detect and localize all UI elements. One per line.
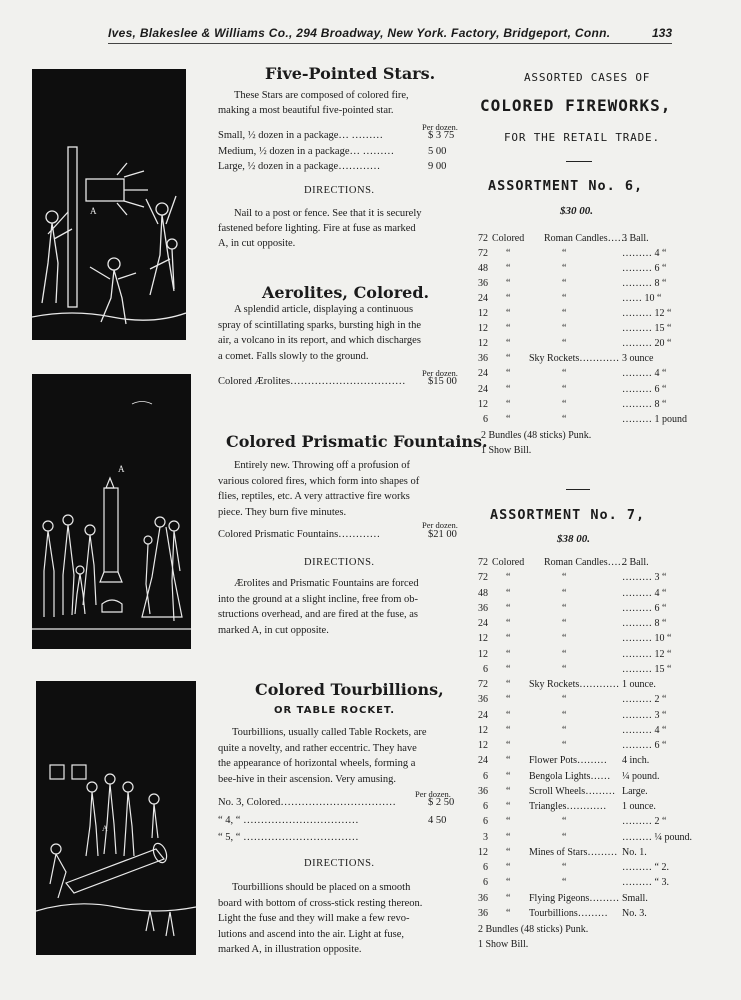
assortment7-c: ……… 10 “	[622, 633, 672, 645]
assortment7-a: “	[506, 663, 511, 675]
fountains-directions-line: into the ground at a slight incline, free from ob-	[218, 593, 419, 605]
assortment7-row	[474, 725, 690, 739]
assortment7-c: 2 Ball.	[622, 557, 649, 568]
assortment7-b: “	[562, 724, 567, 736]
aerolites-description-line: A splendid article, displaying a continuous	[234, 304, 414, 315]
assortment6-a: “	[506, 293, 511, 305]
assortment7-q: 36	[478, 602, 488, 614]
tourbillions-price-value: $ 2 50	[428, 797, 455, 808]
assortment6-q: 48	[478, 263, 488, 275]
fountain-marker-a: A	[118, 464, 125, 474]
tourbillions-directions-line: marked A, in illustration opposite.	[218, 944, 362, 956]
header-rule	[108, 43, 672, 44]
assortment6-footer-2: 1 Show Bill.	[481, 445, 532, 456]
assortment7-c: ……… ¼ pound.	[622, 831, 692, 843]
assortment7-row	[474, 664, 690, 678]
assortment7-a: “	[506, 816, 511, 828]
assortment7-c: ……… 3 “	[622, 709, 667, 721]
aerolites-description-line: spray of scintillating sparks, bursting high in the	[218, 319, 421, 331]
assortment7-q: 72	[478, 572, 488, 584]
assortment7-c: 1 ounce.	[622, 679, 656, 690]
fountain-scene-drawing	[32, 374, 191, 649]
assortment7-q: 6	[483, 801, 488, 812]
assortment6-b: “	[562, 248, 567, 260]
assortment7-q: 12	[478, 633, 488, 645]
stars-price-label: Large, ½ dozen in a package…………	[218, 161, 381, 172]
fountains-directions-line: structions overhead, and are fired at the fuse, as	[218, 609, 419, 621]
tourbillions-subtitle: OR TABLE ROCKET.	[274, 705, 395, 716]
assortment7-row	[474, 694, 690, 708]
assortment7-row	[474, 755, 690, 769]
assortment6-row	[474, 338, 690, 352]
assortment7-b: “	[562, 877, 567, 889]
fountains-price-label: Colored Prismatic Fountains…………	[218, 529, 381, 540]
assortment6-row	[474, 384, 690, 398]
assortment7-b: Flying Pigeons………	[529, 892, 620, 904]
assortment7-a: “	[506, 801, 511, 812]
assortment7-q: 36	[478, 785, 488, 797]
fountains-description-line: flies, reptiles, etc. A very attractive fire works	[218, 491, 410, 503]
assorted-line-2: COLORED FIREWORKS,	[480, 96, 672, 115]
assortment7-a: “	[506, 618, 511, 629]
assortment6-q: 36	[478, 353, 488, 365]
assortment7-a: “	[506, 633, 511, 645]
assortment7-c: ……… 6 “	[622, 740, 667, 751]
assortment7-row	[474, 618, 690, 632]
assortment7-row	[474, 862, 690, 876]
stars-intro-line-2: making a most beautiful five-pointed star.	[218, 105, 394, 116]
assortment6-q: 24	[478, 383, 488, 395]
assortment7-b: Roman Candles……	[544, 557, 628, 568]
assortment6-a: “	[506, 383, 511, 395]
assortment6-a: “	[506, 398, 511, 410]
assortment7-c: 1 ounce.	[622, 801, 656, 812]
assortment6-c: ……… 8 “	[622, 278, 667, 290]
tourbillions-title: Colored Tourbillions,	[255, 680, 444, 699]
assortment7-q: 36	[478, 694, 488, 706]
assortment6-a: “	[506, 338, 511, 350]
assortment7-c: ……… 12 “	[622, 648, 672, 660]
assortment7-q: 72	[478, 679, 488, 690]
assortment7-a: “	[506, 907, 511, 919]
assorted-line-3: FOR THE RETAIL TRADE.	[504, 131, 660, 144]
assortment7-footer-2: 1 Show Bill.	[478, 939, 529, 950]
assortment7-a: “	[506, 785, 511, 797]
assortment7-q: 24	[478, 709, 488, 721]
fountains-price: $21 00	[428, 529, 457, 540]
assortment6-row	[474, 233, 690, 247]
aerolites-per-dozen: Per dozen.	[422, 368, 458, 378]
assortment7-a: “	[506, 709, 511, 721]
assortment7-c: 4 inch.	[622, 755, 650, 767]
assortment6-c: ……… 4 “	[622, 248, 667, 260]
assortment6-c: …… 10 “	[622, 293, 662, 305]
assortment7-c: No. 1.	[622, 846, 647, 858]
assortment7-b: “	[562, 663, 567, 675]
assortment7-a: “	[506, 740, 511, 751]
assortment7-row	[474, 572, 690, 586]
fountains-description-line: Entirely new. Throwing off a profusion of	[234, 460, 410, 471]
page-header	[0, 26, 741, 44]
assortment7-c: ……… 3 “	[622, 572, 667, 584]
assortment6-a: “	[506, 368, 511, 380]
assortment7-a: “	[506, 770, 511, 782]
header-text: Ives, Blakeslee & Williams Co., 294 Broadway, New York. Factory, Bridgeport, Conn.	[108, 26, 611, 40]
tourbillions-directions-title: DIRECTIONS.	[304, 858, 375, 869]
assortment7-row	[474, 771, 690, 785]
assortment7-b: Flower Pots………	[529, 755, 608, 767]
assortment7-q: 12	[478, 648, 488, 660]
assortment7-q: 6	[483, 663, 488, 675]
fountains-description-line: various colored fires, which form into shapes of	[218, 475, 420, 487]
assortment6-b: “	[562, 293, 567, 305]
assortment6-b: “	[562, 338, 567, 350]
assortment7-a: “	[506, 877, 511, 889]
aerolites-title: Aerolites, Colored.	[262, 283, 430, 302]
assortment6-footer-1: 2 Bundles (48 sticks) Punk.	[481, 430, 592, 441]
stars-title: Five-Pointed Stars.	[265, 64, 436, 83]
assortment7-row	[474, 740, 690, 754]
stars-directions-title: DIRECTIONS.	[304, 185, 375, 196]
illustration-prismatic-fountain	[32, 374, 191, 649]
assortment7-row	[474, 816, 690, 830]
stars-directions-line-2: fastened before lighting. Fire at fuse as marked	[218, 223, 416, 234]
assortment7-a: “	[506, 648, 511, 660]
aerolites-description-line: a comet. Falls slowly to the ground.	[218, 350, 369, 362]
assortment7-c: ……… 15 “	[622, 663, 672, 675]
page-number: 133	[652, 26, 673, 40]
assortment7-c: ……… 6 “	[622, 602, 667, 614]
divider-1	[566, 161, 592, 162]
assortment7-b: Bengola Lights……	[529, 770, 611, 782]
assortment6-b: “	[562, 278, 567, 290]
assortment6-a: “	[506, 323, 511, 335]
assortment7-row	[474, 847, 690, 861]
assortment7-row	[474, 832, 690, 846]
assortment7-q: 48	[478, 587, 488, 599]
fountains-description-line: piece. They burn five minutes.	[218, 506, 347, 518]
assortment6-c: ……… 1 pound	[622, 413, 687, 425]
assortment6-row	[474, 308, 690, 322]
assortment7-row	[474, 710, 690, 724]
assortment7-a: “	[506, 846, 511, 858]
assortment6-b: Sky Rockets…………	[529, 353, 620, 365]
assortment6-b: “	[562, 383, 567, 395]
tourbillions-directions-line: Tourbillions should be placed on a smooth	[232, 882, 411, 893]
assortment6-q: 12	[478, 338, 488, 350]
assortment6-b: “	[562, 323, 567, 335]
fountains-title: Colored Prismatic Fountains.	[226, 432, 488, 451]
stars-directions-line-1: Nail to a post or fence. See that it is securely	[234, 208, 422, 219]
assortment7-b: “	[562, 816, 567, 828]
assortment7-a: “	[506, 724, 511, 736]
assortment7-b: Mines of Stars………	[529, 846, 618, 858]
assortment7-a: “	[506, 602, 511, 614]
assortment7-c: ……… 4 “	[622, 724, 667, 736]
assortment6-row	[474, 248, 690, 262]
assortment6-c: 3 ounce	[622, 353, 654, 365]
assortment7-c: ……… 2 “	[622, 694, 667, 706]
assortment7-row	[474, 588, 690, 602]
assortment6-q: 6	[483, 413, 488, 425]
assortment6-c: ……… 8 “	[622, 398, 667, 410]
illustration-tourbillion	[36, 681, 196, 955]
assortment7-q: 12	[478, 846, 488, 858]
assortment6-a: “	[506, 413, 511, 425]
assortment7-b: “	[562, 633, 567, 645]
divider-2	[566, 489, 590, 490]
assortment7-amount: $38 00.	[557, 533, 590, 545]
assortment7-footer-1: 2 Bundles (48 sticks) Punk.	[478, 924, 589, 935]
assortment7-row	[474, 908, 690, 922]
assortment7-b: “	[562, 740, 567, 751]
tourbillions-price-label: “ 5, “ ……………………………	[218, 832, 359, 843]
assortment6-q: 12	[478, 323, 488, 335]
assortment7-q: 36	[478, 907, 488, 919]
stars-intro-line-1: These Stars are composed of colored fire,	[234, 90, 409, 101]
assortment6-c: ……… 12 “	[622, 308, 672, 320]
stars-price-value: $ 3 75	[428, 130, 455, 141]
assortment7-row	[474, 633, 690, 647]
aerolites-price: $15 00	[428, 376, 457, 387]
assortment6-row	[474, 293, 690, 307]
stars-price-label: Medium, ½ dozen in a package… ………	[218, 145, 395, 157]
stars-price-value: 9 00	[428, 161, 447, 172]
assortment7-a: “	[506, 587, 511, 599]
assortment7-row	[474, 801, 690, 815]
assortment6-row	[474, 399, 690, 413]
assortment7-c: ¼ pound.	[622, 770, 660, 782]
assortment6-b: “	[562, 308, 567, 320]
assortment7-b: “	[562, 648, 567, 660]
assortment7-b: Scroll Wheels………	[529, 785, 616, 797]
tourbillions-description-line: the appearance of horizontal wheels, forming a	[218, 758, 416, 770]
assortment7-q: 24	[478, 755, 488, 767]
fountains-directions-line: Ærolites and Prismatic Fountains are forced	[234, 578, 419, 589]
assortment7-q: 3	[483, 831, 488, 843]
fuse-marker-a: A	[90, 206, 97, 216]
assortment7-a: “	[506, 862, 511, 873]
tourbillions-directions-line: board with bottom of cross-stick resting thereon.	[218, 897, 423, 909]
assortment7-q: 24	[478, 618, 488, 629]
assortment6-c: 3 Ball.	[622, 233, 649, 244]
tourbillions-per-dozen: Per dozen.	[415, 789, 451, 799]
assortment6-q: 12	[478, 398, 488, 410]
tourbillions-directions-line: Light the fuse and they will make a few revo-	[218, 913, 410, 925]
assortment7-c: Large.	[622, 785, 648, 797]
assortment7-a: “	[506, 572, 511, 584]
assortment6-row	[474, 323, 690, 337]
assortment6-a: “	[506, 278, 511, 290]
assortment6-a: “	[506, 263, 511, 275]
aerolites-description-line: air, a volcano in its report, and which discharges	[218, 335, 421, 347]
assortment7-c: ……… “ 3.	[622, 877, 669, 889]
assortment7-c: No. 3.	[622, 907, 647, 919]
assortment6-b: “	[562, 398, 567, 410]
assortment7-a: “	[506, 892, 511, 904]
assortment7-a: “	[506, 755, 511, 767]
assortment6-amount: $30 00.	[560, 205, 593, 217]
assortment6-b: “	[562, 263, 567, 275]
assortment7-q: 6	[483, 862, 488, 873]
assortment7-b: Triangles…………	[529, 801, 607, 812]
assortment6-c: ……… 6 “	[622, 383, 667, 395]
assortment7-row	[474, 679, 690, 693]
stars-per-dozen: Per dozen.	[422, 122, 458, 132]
tourbillions-price-value: 4 50	[428, 814, 447, 826]
assortment7-row	[474, 893, 690, 907]
assortment6-a: “	[506, 308, 511, 320]
star-scene-drawing	[32, 69, 186, 340]
stars-directions-line-3: A, in cut opposite.	[218, 238, 296, 249]
assortment6-a: “	[506, 248, 511, 260]
stars-price-label: Small, ½ dozen in a package… ………	[218, 130, 384, 141]
assortment6-b: “	[562, 413, 567, 425]
assortment7-q: 72	[478, 557, 488, 568]
illustration-five-pointed-star	[32, 69, 186, 340]
tourbillions-price-label: “ 4, “ ……………………………	[218, 814, 359, 826]
tourbillion-marker-a: A	[102, 824, 108, 833]
assortment6-c: ……… 15 “	[622, 323, 672, 335]
assortment7-c: ……… 8 “	[622, 618, 667, 629]
assortment6-row	[474, 368, 690, 382]
tourbillion-scene-drawing	[36, 681, 196, 955]
assortment7-c: ……… 4 “	[622, 587, 667, 599]
fountains-per-dozen: Per dozen.	[422, 520, 458, 530]
assortment7-q: 12	[478, 724, 488, 736]
assortment6-q: 72	[478, 233, 488, 244]
assortment6-title: ASSORTMENT No. 6,	[488, 178, 644, 194]
assortment6-c: ……… 4 “	[622, 368, 667, 380]
assortment7-b: “	[562, 862, 567, 873]
assorted-line-1: ASSORTED CASES OF	[524, 71, 651, 84]
assortment6-a: Colored	[492, 233, 525, 244]
assortment7-b: “	[562, 587, 567, 599]
assortment7-q: 6	[483, 877, 488, 889]
assortment6-q: 24	[478, 368, 488, 380]
assortment7-b: “	[562, 618, 567, 629]
assortment7-b: “	[562, 831, 567, 843]
assortment6-q: 72	[478, 248, 488, 260]
assortment6-row	[474, 278, 690, 292]
assortment7-b: Sky Rockets…………	[529, 679, 620, 690]
tourbillions-directions-line: lutions and ascend into the air. Light at fuse,	[218, 928, 405, 940]
assortment7-row	[474, 786, 690, 800]
assortment7-row	[474, 557, 690, 571]
assortment7-a: “	[506, 694, 511, 706]
assortment6-q: 12	[478, 308, 488, 320]
assortment7-row	[474, 877, 690, 891]
assortment7-row	[474, 603, 690, 617]
assortment7-q: 6	[483, 816, 488, 828]
assortment6-row	[474, 263, 690, 277]
assortment7-a: Colored	[492, 557, 525, 568]
assortment7-c: ……… “ 2.	[622, 862, 669, 873]
assortment6-c: ……… 6 “	[622, 263, 667, 275]
tourbillions-description-line: quite a novelty, and rather eccentric. They have	[218, 742, 417, 754]
assortment7-b: “	[562, 694, 567, 706]
assortment6-q: 24	[478, 293, 488, 305]
assortment7-q: 6	[483, 770, 488, 782]
assortment7-q: 36	[478, 892, 488, 904]
fountains-directions-line: marked A, in cut opposite.	[218, 624, 329, 636]
assortment6-row	[474, 414, 690, 428]
assortment6-b: “	[562, 368, 567, 380]
fountains-directions-title: DIRECTIONS.	[304, 557, 375, 568]
assortment7-b: “	[562, 709, 567, 721]
tourbillions-description-line: bee-hive in their ascension. Very amusing.	[218, 773, 396, 785]
assortment6-q: 36	[478, 278, 488, 290]
assortment6-b: Roman Candles……	[544, 233, 628, 244]
assortment7-c: Small.	[622, 892, 648, 904]
tourbillions-description-line: Tourbillions, usually called Table Rockets, are	[232, 727, 427, 738]
assortment7-b: Tourbillions………	[529, 907, 608, 919]
assortment7-q: 12	[478, 740, 488, 751]
tourbillions-price-label: No. 3, Colored……………………………	[218, 797, 396, 808]
assortment7-row	[474, 649, 690, 663]
assortment6-row	[474, 353, 690, 367]
assortment7-a: “	[506, 679, 511, 690]
assortment6-c: ……… 20 “	[622, 338, 672, 350]
assortment7-title: ASSORTMENT No. 7,	[490, 507, 646, 523]
assortment7-a: “	[506, 831, 511, 843]
assortment7-c: ……… 2 “	[622, 816, 667, 828]
assortment7-b: “	[562, 572, 567, 584]
stars-price-value: 5 00	[428, 145, 447, 157]
assortment7-b: “	[562, 602, 567, 614]
aerolites-price-label: Colored Ærolites……………………………	[218, 376, 406, 387]
assortment6-a: “	[506, 353, 511, 365]
